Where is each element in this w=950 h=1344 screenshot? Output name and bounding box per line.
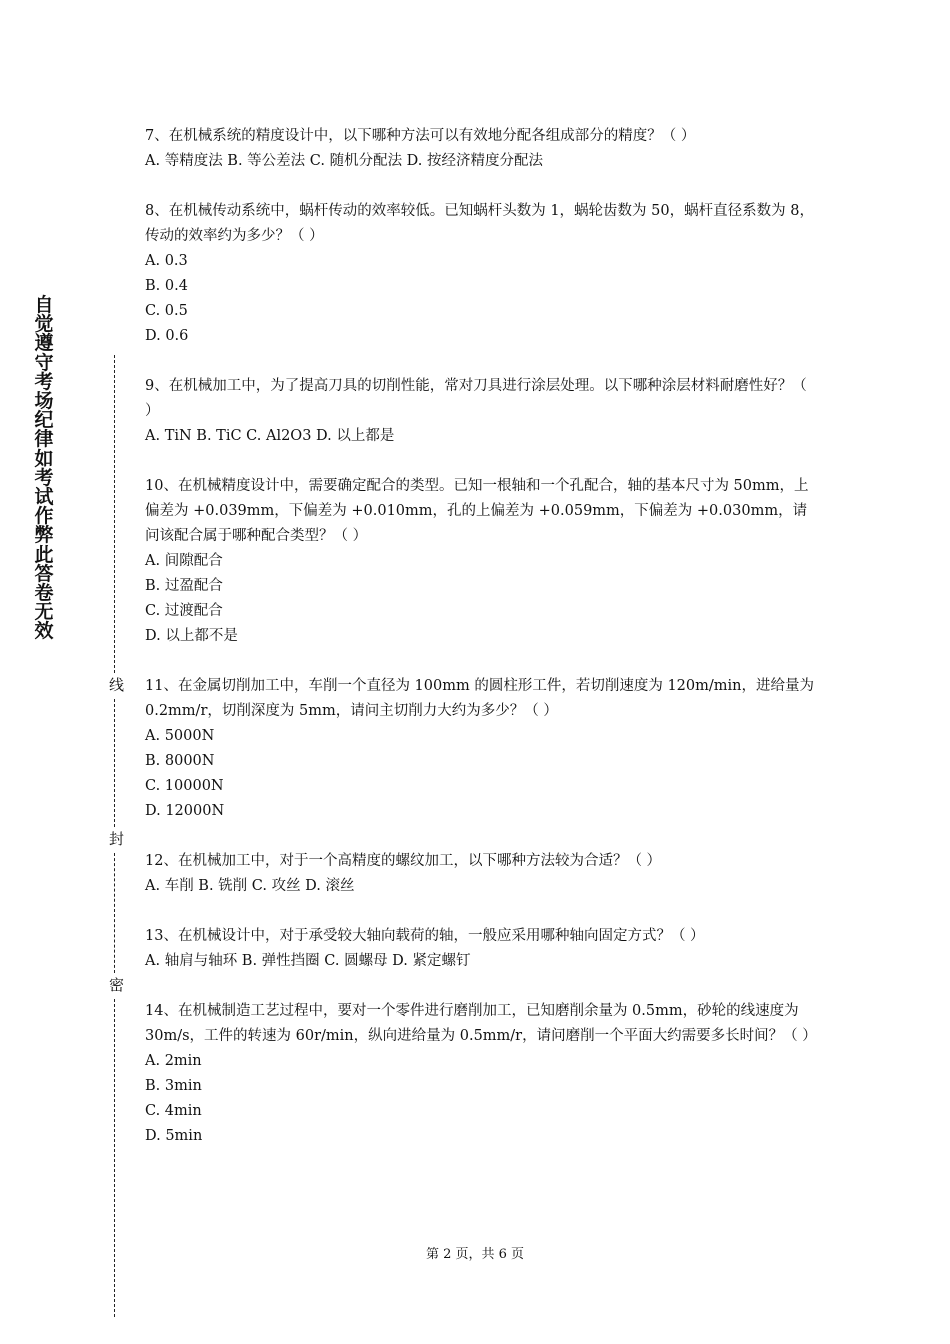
- question-options: A. 轴肩与轴环 B. 弹性挡圈 C. 圆螺母 D. 紧定螺钉: [145, 953, 471, 969]
- binding-dash-segment: [114, 355, 115, 673]
- option-c: C. 0.5: [145, 303, 188, 319]
- question-stem: 13、在机械设计中，对于承受较大轴向载荷的轴，一般应采用哪种轴向固定方式？（ ）: [145, 928, 705, 944]
- question-list: [145, 124, 815, 1174]
- option-d: D. 5min: [145, 1128, 203, 1144]
- option-a: A. 2min: [145, 1053, 202, 1069]
- question-stem: 11、在金属切削加工中，车削一个直径为 100mm 的圆柱形工件，若切削速度为 120m/min，进给量为 0.2mm/r，切削深度为 5mm，请问主切削力大约为多少？（ ）: [145, 678, 814, 719]
- option-c: C. 过渡配合: [145, 603, 223, 619]
- question-14: [145, 999, 815, 1149]
- option-a: A. 0.3: [145, 253, 188, 269]
- option-a: A. 间隙配合: [145, 553, 223, 569]
- option-d: D. 以上都不是: [145, 628, 238, 644]
- question-12: [145, 849, 815, 899]
- option-b: B. 8000N: [145, 753, 215, 769]
- question-stem: 8、在机械传动系统中，蜗杆传动的效率较低。已知蜗杆头数为 1，蜗轮齿数为 50，蜗杆直径系数为 8，传动的效率约为多少？（ ）: [145, 203, 814, 244]
- binding-dash-segment: [114, 853, 115, 973]
- question-options: A. 车削 B. 铣削 C. 攻丝 D. 滚丝: [145, 878, 355, 894]
- question-stem: 7、在机械系统的精度设计中，以下哪种方法可以有效地分配各组成部分的精度？（ ）: [145, 128, 696, 144]
- exam-discipline-notice: 自觉遵守考场纪律如考试作弊此答卷无效: [34, 294, 54, 643]
- option-d: D. 12000N: [145, 803, 225, 819]
- option-a: A. 5000N: [145, 728, 215, 744]
- question-options: A. 等精度法 B. 等公差法 C. 随机分配法 D. 按经济精度分配法: [145, 153, 544, 169]
- binding-mark-seal: 封: [107, 831, 125, 846]
- binding-line: [104, 355, 124, 1317]
- question-7: [145, 124, 815, 174]
- question-11: [145, 674, 815, 824]
- question-10: [145, 474, 815, 649]
- option-b: B. 0.4: [145, 278, 188, 294]
- question-8: [145, 199, 815, 349]
- option-b: B. 3min: [145, 1078, 202, 1094]
- question-options: A. TiN B. TiC C. Al2O3 D. 以上都是: [145, 428, 395, 444]
- binding-mark-line: 线: [107, 677, 125, 692]
- question-13: [145, 924, 815, 974]
- question-9: [145, 374, 815, 449]
- question-stem: 12、在机械加工中，对于一个高精度的螺纹加工，以下哪种方法较为合适？（ ）: [145, 853, 662, 869]
- binding-dash-segment: [114, 699, 115, 827]
- binding-dash-segment: [114, 999, 115, 1317]
- option-c: C. 4min: [145, 1103, 202, 1119]
- question-stem: 10、在机械精度设计中，需要确定配合的类型。已知一根轴和一个孔配合，轴的基本尺寸为 50mm，上偏差为 +0.039mm，下偏差为 +0.010mm，孔的上偏差为 +0.059mm，下偏差为 +0.030mm，请问该配合属于哪种配合类型？（ ）: [145, 478, 809, 544]
- page-number: 第 2 页，共 6 页: [425, 1247, 525, 1262]
- question-stem: 9、在机械加工中，为了提高刀具的切削性能，常对刀具进行涂层处理。以下哪种涂层材料耐磨性好？（ ）: [145, 378, 807, 419]
- binding-mark-secret: 密: [107, 977, 125, 992]
- option-d: D. 0.6: [145, 328, 189, 344]
- option-b: B. 过盈配合: [145, 578, 223, 594]
- option-c: C. 10000N: [145, 778, 224, 794]
- question-stem: 14、在机械制造工艺过程中，要对一个零件进行磨削加工，已知磨削余量为 0.5mm，砂轮的线速度为 30m/s，工件的转速为 60r/min，纵向进给量为 0.5mm/r，请问磨削一个平面大约需要多长时间？（ ）: [145, 1003, 817, 1044]
